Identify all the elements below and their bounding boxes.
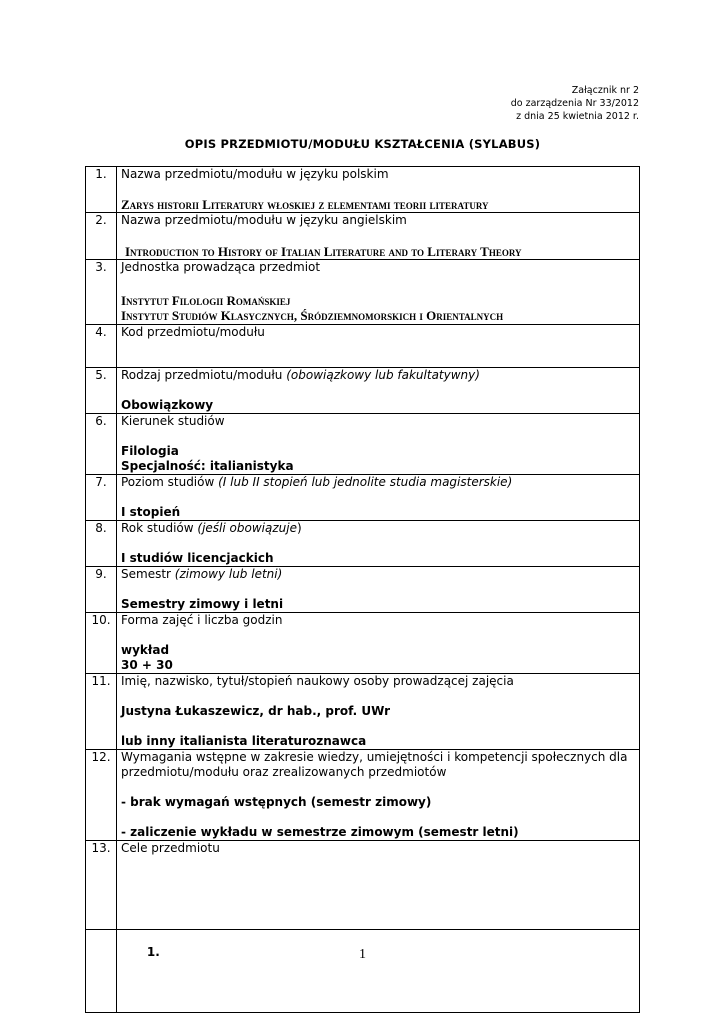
- row-value: Justyna Łukaszewicz, dr hab., prof. UWr: [121, 704, 391, 718]
- row-value: Filologia: [121, 444, 179, 458]
- row-number: 8.: [86, 521, 117, 567]
- row-number: 13.: [86, 841, 117, 930]
- document-title: OPIS PRZEDMIOTU/MODUŁU KSZTAŁCENIA (SYLABUS): [184, 137, 541, 151]
- row-value: - zaliczenie wykładu w semestrze zimowym (semestr letni): [121, 825, 519, 839]
- table-row: [86, 325, 640, 368]
- table-row: [86, 567, 640, 613]
- row-label: Forma zajęć i liczba godzin: [121, 613, 283, 627]
- goals-list: [121, 841, 635, 856]
- row-content: [117, 613, 640, 674]
- table-row: [86, 368, 640, 414]
- row-label: Cele przedmiotu: [121, 841, 220, 855]
- row-content: [117, 674, 640, 750]
- row-content: [117, 841, 640, 930]
- unit-name: Instytut Filologii Romańskiej: [121, 293, 291, 308]
- row-number: 11.: [86, 674, 117, 750]
- table-row: [86, 521, 640, 567]
- course-name-pl: Zarys historii Literatury włoskiej z elementami teorii literatury: [121, 197, 489, 212]
- row-content: [117, 414, 640, 475]
- course-name-en: Introduction to History of Italian Literature and to Literary Theory: [125, 244, 522, 259]
- row-number: 3.: [86, 260, 117, 325]
- row-value: Semestry zimowy i letni: [121, 597, 284, 611]
- row-content: [117, 521, 640, 567]
- row-number: [86, 930, 117, 1013]
- table-row: [86, 167, 640, 213]
- row-label: Rodzaj przedmiotu/modułu (obowiązkowy lub fakultatywny): [121, 368, 480, 382]
- row-number: 5.: [86, 368, 117, 414]
- row-content: [117, 567, 640, 613]
- row-label: Imię, nazwisko, tytuł/stopień naukowy osoby prowadzącej zajęcia: [121, 674, 514, 688]
- table-row: [86, 930, 640, 1013]
- row-value: wykład: [121, 643, 170, 657]
- row-value: Obowiązkowy: [121, 398, 214, 412]
- row-content: [117, 750, 640, 841]
- table-row: [86, 213, 640, 260]
- table-row: [86, 414, 640, 475]
- row-number: 7.: [86, 475, 117, 521]
- row-number: 12.: [86, 750, 117, 841]
- row-value: I studiów licencjackich: [121, 551, 274, 565]
- row-number: 6.: [86, 414, 117, 475]
- row-content: [117, 325, 640, 368]
- row-content: [117, 167, 640, 213]
- table-row: [86, 260, 640, 325]
- annex-line: Załącznik nr 2: [571, 85, 639, 96]
- page-number: 1: [359, 947, 366, 962]
- table-row: [86, 750, 640, 841]
- row-content: [117, 475, 640, 521]
- row-label: Wymagania wstępne w zakresie wiedzy, umiejętności i kompetencji społecznych dla przedmiotu/modułu oraz zrealizowanych przedmiotów: [121, 750, 628, 779]
- row-label: Kierunek studiów: [121, 414, 225, 428]
- row-label: Rok studiów (jeśli obowiązuje): [121, 521, 302, 535]
- row-label: Nazwa przedmiotu/modułu w języku polskim: [121, 167, 389, 181]
- table-row: [86, 674, 640, 750]
- row-number: 1.: [86, 167, 117, 213]
- row-content: [117, 260, 640, 325]
- row-value: 30 + 30: [121, 658, 173, 672]
- row-value: - brak wymagań wstępnych (semestr zimowy): [121, 795, 432, 809]
- syllabus-table: [85, 166, 640, 1013]
- row-content: [117, 213, 640, 260]
- row-number: 10.: [86, 613, 117, 674]
- row-label: Poziom studiów (I lub II stopień lub jednolite studia magisterskie): [121, 475, 513, 489]
- unit-name: Instytut Studiów Klasycznych, Śródziemnomorskich i Orientalnych: [121, 308, 504, 323]
- row-number: 9.: [86, 567, 117, 613]
- table-row: [86, 613, 640, 674]
- row-value: lub inny italianista literaturoznawca: [121, 734, 367, 748]
- row-value: Specjalność: italianistyka: [121, 459, 294, 473]
- row-content: [117, 368, 640, 414]
- row-content: [117, 930, 640, 1013]
- row-value: I stopień: [121, 505, 181, 519]
- row-label: Nazwa przedmiotu/modułu w języku angielskim: [121, 213, 407, 227]
- annex-note: [511, 84, 639, 123]
- annex-line: do zarządzenia Nr 33/2012: [510, 98, 639, 109]
- annex-line: z dnia 25 kwietnia 2012 r.: [516, 111, 639, 122]
- table-row: [86, 475, 640, 521]
- row-label: Semestr (zimowy lub letni): [121, 567, 283, 581]
- table-row: [86, 841, 640, 930]
- row-label: Kod przedmiotu/modułu: [121, 325, 265, 339]
- row-number: 2.: [86, 213, 117, 260]
- row-label: Jednostka prowadząca przedmiot: [121, 260, 321, 274]
- row-number: 4.: [86, 325, 117, 368]
